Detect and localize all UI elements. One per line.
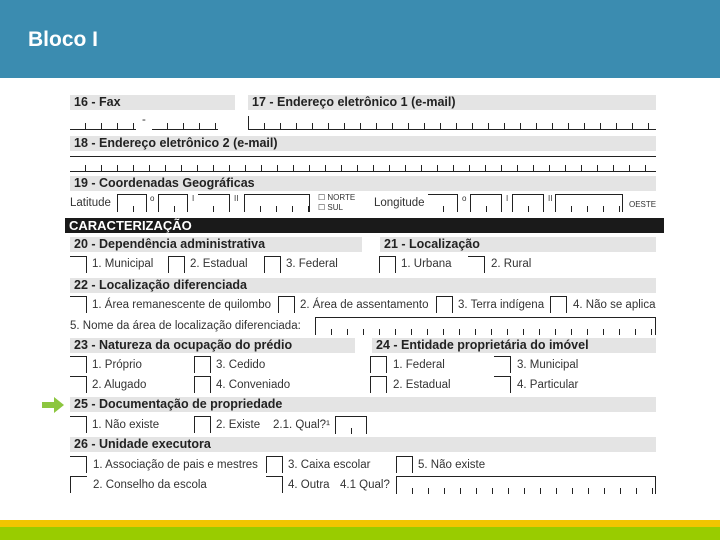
checkbox[interactable] (70, 456, 87, 473)
section-26-header: 26 - Unidade executora (70, 437, 656, 452)
footer-yellow-bar (0, 520, 720, 527)
checkbox[interactable] (468, 256, 485, 273)
norte-label: NORTE (327, 193, 356, 202)
checkbox[interactable] (266, 456, 283, 473)
sul-checkbox[interactable]: ☐ SUL (318, 203, 343, 212)
option-label: 4. Conveniado (216, 379, 291, 391)
area-name-label: 5. Nome da área de localização diferenciada: (70, 320, 301, 332)
option-label: 2. Área de assentamento (300, 299, 429, 311)
deg-mark: o (150, 194, 155, 203)
checkbox[interactable] (70, 356, 87, 373)
section-24-header: 24 - Entidade proprietária do imóvel (372, 338, 656, 353)
option-label: 4. Não se aplica (573, 299, 656, 311)
min-mark: I (192, 194, 195, 203)
latitude-decimal[interactable] (244, 194, 310, 212)
section-25-header: 25 - Documentação de propriedade (70, 397, 656, 412)
option-label: 2. Estadual (190, 258, 248, 270)
option-label: 1. Municipal (92, 258, 154, 270)
oeste-label: OESTE (629, 200, 657, 209)
latitude-minutes[interactable] (158, 194, 188, 212)
section-16-header: 16 - Fax (70, 95, 235, 110)
checkbox[interactable] (436, 296, 453, 313)
checkbox[interactable] (370, 356, 387, 373)
option-label: 1. Associação de pais e mestres (93, 459, 258, 471)
section-19-header: 19 - Coordenadas Geográficas (70, 176, 656, 191)
qual-label: 4.1 Qual? (340, 479, 390, 491)
fax-dash: - (142, 114, 146, 126)
option-label: 1. Urbana (401, 258, 452, 270)
sec-mark: II (548, 194, 553, 203)
checkbox[interactable] (278, 296, 295, 313)
option-label: 3. Cedido (216, 359, 266, 371)
option-label: 1. Federal (393, 359, 445, 371)
checkbox[interactable] (550, 296, 567, 313)
option-label: 2. Estadual (393, 379, 451, 391)
longitude-minutes[interactable] (470, 194, 502, 212)
checkbox[interactable] (168, 256, 185, 273)
arrow-right-icon (42, 397, 64, 413)
section-21-header: 21 - Localização (380, 237, 656, 252)
checkbox[interactable] (70, 476, 87, 493)
checkbox[interactable] (194, 356, 211, 373)
option-label: 2. Alugado (92, 379, 147, 391)
qual-field[interactable] (335, 416, 367, 434)
option-label: 1. Próprio (92, 359, 142, 371)
longitude-label: Longitude (374, 197, 425, 209)
checkbox[interactable] (70, 376, 87, 393)
section-20-header: 20 - Dependência administrativa (70, 237, 362, 252)
checkbox[interactable] (70, 256, 87, 273)
option-label: 2. Rural (491, 258, 532, 270)
option-label: 3. Municipal (517, 359, 579, 371)
option-label: 1. Não existe (92, 419, 160, 431)
option-label: 2. Conselho da escola (93, 479, 207, 491)
outra-qual-field[interactable] (396, 476, 656, 494)
option-label: 3. Terra indígena (458, 299, 545, 311)
section-22-header: 22 - Localização diferenciada (70, 278, 656, 293)
checkbox[interactable] (396, 456, 413, 473)
option-label: 3. Caixa escolar (288, 459, 371, 471)
longitude-decimal[interactable] (555, 194, 623, 212)
option-label: 4. Particular (517, 379, 579, 391)
footer-green-bar (0, 527, 720, 540)
deg-mark: o (462, 194, 467, 203)
area-name-field[interactable] (315, 317, 656, 335)
option-label: 3. Federal (286, 258, 338, 270)
option-label: 5. Não existe (418, 459, 486, 471)
fax-prefix-field[interactable] (70, 116, 136, 130)
latitude-degrees[interactable] (117, 194, 147, 212)
norte-checkbox[interactable]: ☐ NORTE (318, 193, 356, 202)
caracterizacao-banner: CARACTERIZAÇÃO (65, 218, 664, 233)
latitude-seconds[interactable] (198, 194, 230, 212)
option-label: 4. Outra (288, 479, 330, 491)
section-17-header: 17 - Endereço eletrônico 1 (e-mail) (248, 95, 656, 110)
longitude-degrees[interactable] (428, 194, 458, 212)
slide-title: Bloco I (28, 28, 99, 51)
header-bar (0, 0, 720, 78)
section-23-header: 23 - Natureza da ocupação do prédio (70, 338, 355, 353)
option-label: 1. Área remanescente de quilombo (92, 299, 271, 311)
checkbox[interactable] (194, 376, 211, 393)
latitude-label: Latitude (70, 197, 111, 209)
checkbox[interactable] (494, 356, 511, 373)
checkbox[interactable] (70, 296, 87, 313)
email1-field[interactable] (248, 116, 656, 130)
section-18-header: 18 - Endereço eletrônico 2 (e-mail) (70, 136, 656, 151)
fax-number-field[interactable] (152, 116, 218, 130)
checkbox[interactable] (264, 256, 281, 273)
sec-mark: II (234, 194, 239, 203)
checkbox[interactable] (494, 376, 511, 393)
checkbox[interactable] (266, 476, 283, 493)
checkbox[interactable] (194, 416, 211, 433)
qual-label: 2.1. Qual?¹ (273, 419, 330, 431)
checkbox[interactable] (370, 376, 387, 393)
option-label: 2. Existe (216, 419, 261, 431)
email2-field[interactable] (70, 156, 656, 172)
min-mark: I (506, 194, 509, 203)
sul-label: SUL (327, 203, 343, 212)
checkbox[interactable] (70, 416, 87, 433)
longitude-seconds[interactable] (512, 194, 544, 212)
checkbox[interactable] (379, 256, 396, 273)
